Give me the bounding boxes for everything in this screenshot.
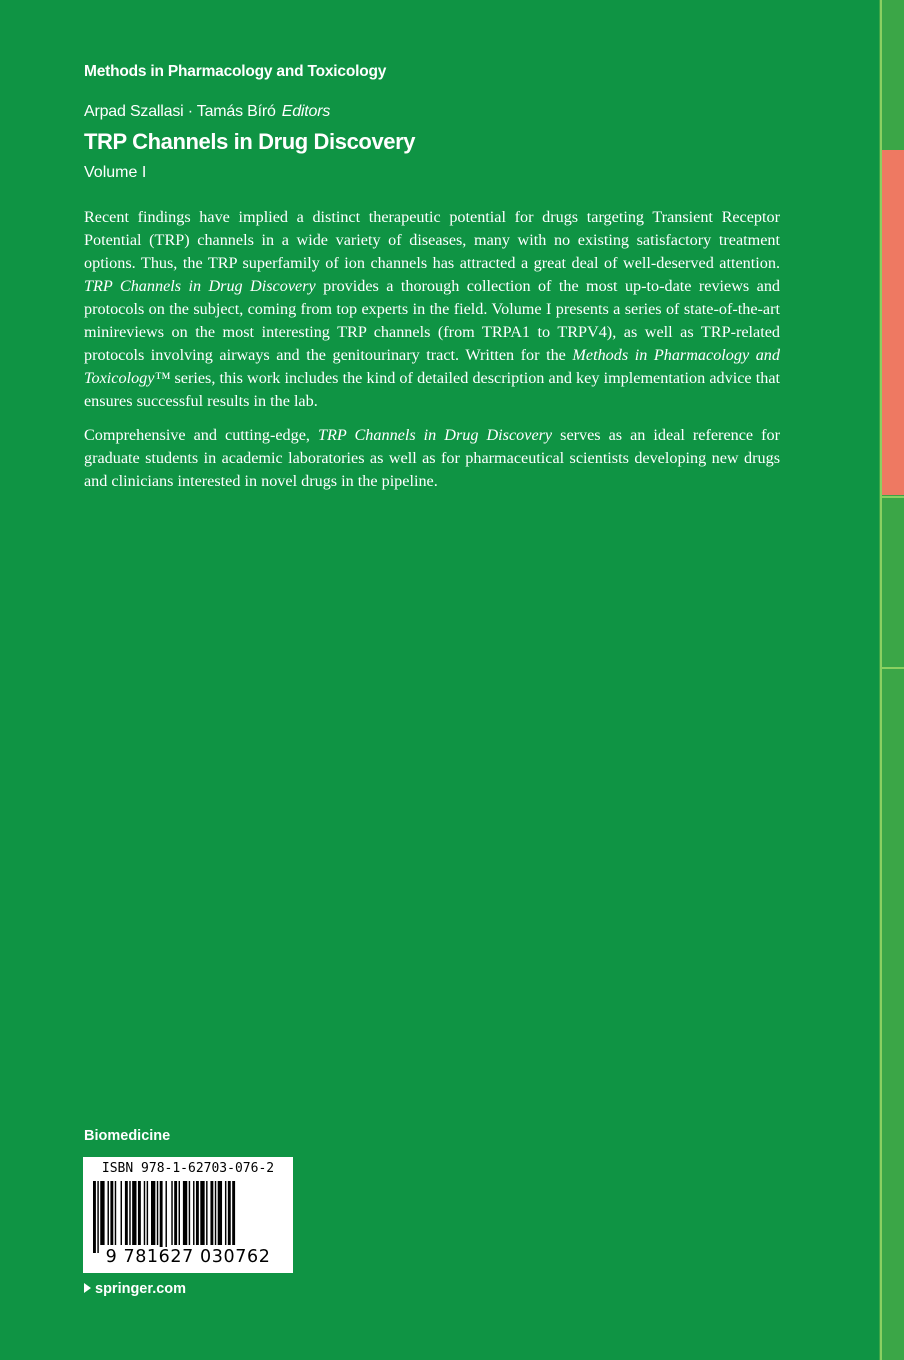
barcode-bar xyxy=(189,1181,190,1245)
barcode-digits xyxy=(83,1247,293,1267)
barcode-bar xyxy=(100,1181,104,1245)
barcode-bar xyxy=(193,1181,194,1245)
subject-category: Biomedicine xyxy=(84,1128,171,1144)
barcode-bar xyxy=(232,1181,235,1245)
barcode-bar xyxy=(225,1181,226,1245)
barcode-bar xyxy=(228,1181,231,1245)
barcode-bar xyxy=(125,1181,128,1245)
barcode-bar xyxy=(121,1181,122,1245)
isbn-barcode xyxy=(83,1157,293,1273)
series-title: Methods in Pharmacology and Toxicology xyxy=(84,63,387,80)
barcode-bar xyxy=(206,1181,207,1245)
barcode-bar xyxy=(166,1181,167,1253)
paragraph1-segment: series, this work includes the kind of detailed description and key implementation advice that ensures successful results in the lab. xyxy=(84,369,780,410)
barcode-bar xyxy=(179,1181,180,1245)
barcode-bar xyxy=(144,1181,145,1245)
barcode-bar xyxy=(108,1181,109,1245)
paragraph1-segment: Methods in Pharmacology and Toxicology™ xyxy=(84,346,780,387)
barcode-bar xyxy=(93,1181,96,1253)
barcode-bar xyxy=(174,1181,177,1245)
barcode-digits-text: 9 781627 030762 xyxy=(105,1247,271,1267)
spine-tick xyxy=(880,496,904,498)
paragraph2-segment: serves as an ideal reference for graduate students in academic laboratories as well as for pharmaceutical scientists developing new drugs and clinicians interested in novel drugs in the pipeline. xyxy=(84,426,780,490)
publisher-link-text[interactable]: springer.com xyxy=(95,1281,187,1297)
barcode-bar xyxy=(196,1181,199,1245)
editors-line xyxy=(84,103,330,121)
barcode-bar xyxy=(151,1181,155,1245)
paragraph2-segment: TRP Channels in Drug Discovery xyxy=(318,426,553,444)
spine-accent-band xyxy=(882,150,904,495)
barcode-bar xyxy=(110,1181,113,1245)
paragraph2-segment: Comprehensive and cutting-edge, xyxy=(84,426,318,444)
paragraph1-segment: provides a thorough collection of the most up-to-date reviews and protocols on the subject, coming from top experts in the field. Volume I presents a series of state-of-the-art minireviews on the most interesting TRP channels (from TRPA1 to TRPV4), as well as TRP-related protocols involving airways and the genitourinary tract. Written for the xyxy=(84,277,781,364)
barcode-bar xyxy=(138,1181,141,1245)
paragraph1-segment: Recent findings have implied a distinct therapeutic potential for drugs targeting Transient Receptor Potential (TRP) channels in a wide variety of diseases, many with no existing satisfactory treatment options. Thus, the TRP superfamily of ion channels has attracted a great deal of well-deserved attention. xyxy=(84,208,780,272)
barcode-bar xyxy=(210,1181,213,1245)
barcode-bar xyxy=(160,1181,163,1253)
publisher-link[interactable] xyxy=(84,1281,186,1297)
barcode-bar xyxy=(215,1181,216,1245)
barcode-bar xyxy=(147,1181,148,1245)
barcode-bar xyxy=(115,1181,116,1245)
barcode-bar xyxy=(97,1181,98,1253)
barcode-bars xyxy=(93,1181,283,1253)
spine-tick xyxy=(880,667,904,669)
barcode-bar xyxy=(132,1181,136,1245)
right-triangle-arrow-icon xyxy=(84,1283,91,1293)
barcode-bar xyxy=(183,1181,187,1245)
volume-label: Volume I xyxy=(84,164,147,181)
editor-names: Arpad Szallasi · Tamás Bíró xyxy=(84,103,276,120)
description-paragraph-2 xyxy=(84,424,780,493)
barcode-bar xyxy=(157,1181,158,1245)
paragraph1-segment: TRP Channels in Drug Discovery xyxy=(84,277,316,295)
editors-role: Editors xyxy=(281,103,331,120)
barcode-bar xyxy=(171,1181,172,1245)
book-title: TRP Channels in Drug Discovery xyxy=(84,129,416,154)
barcode-bar xyxy=(218,1181,222,1245)
barcode-bar xyxy=(200,1181,204,1245)
isbn-label: ISBN 978-1-62703-076-2 xyxy=(101,1161,275,1176)
barcode-bar xyxy=(129,1181,130,1245)
description-paragraph-1 xyxy=(84,206,780,413)
